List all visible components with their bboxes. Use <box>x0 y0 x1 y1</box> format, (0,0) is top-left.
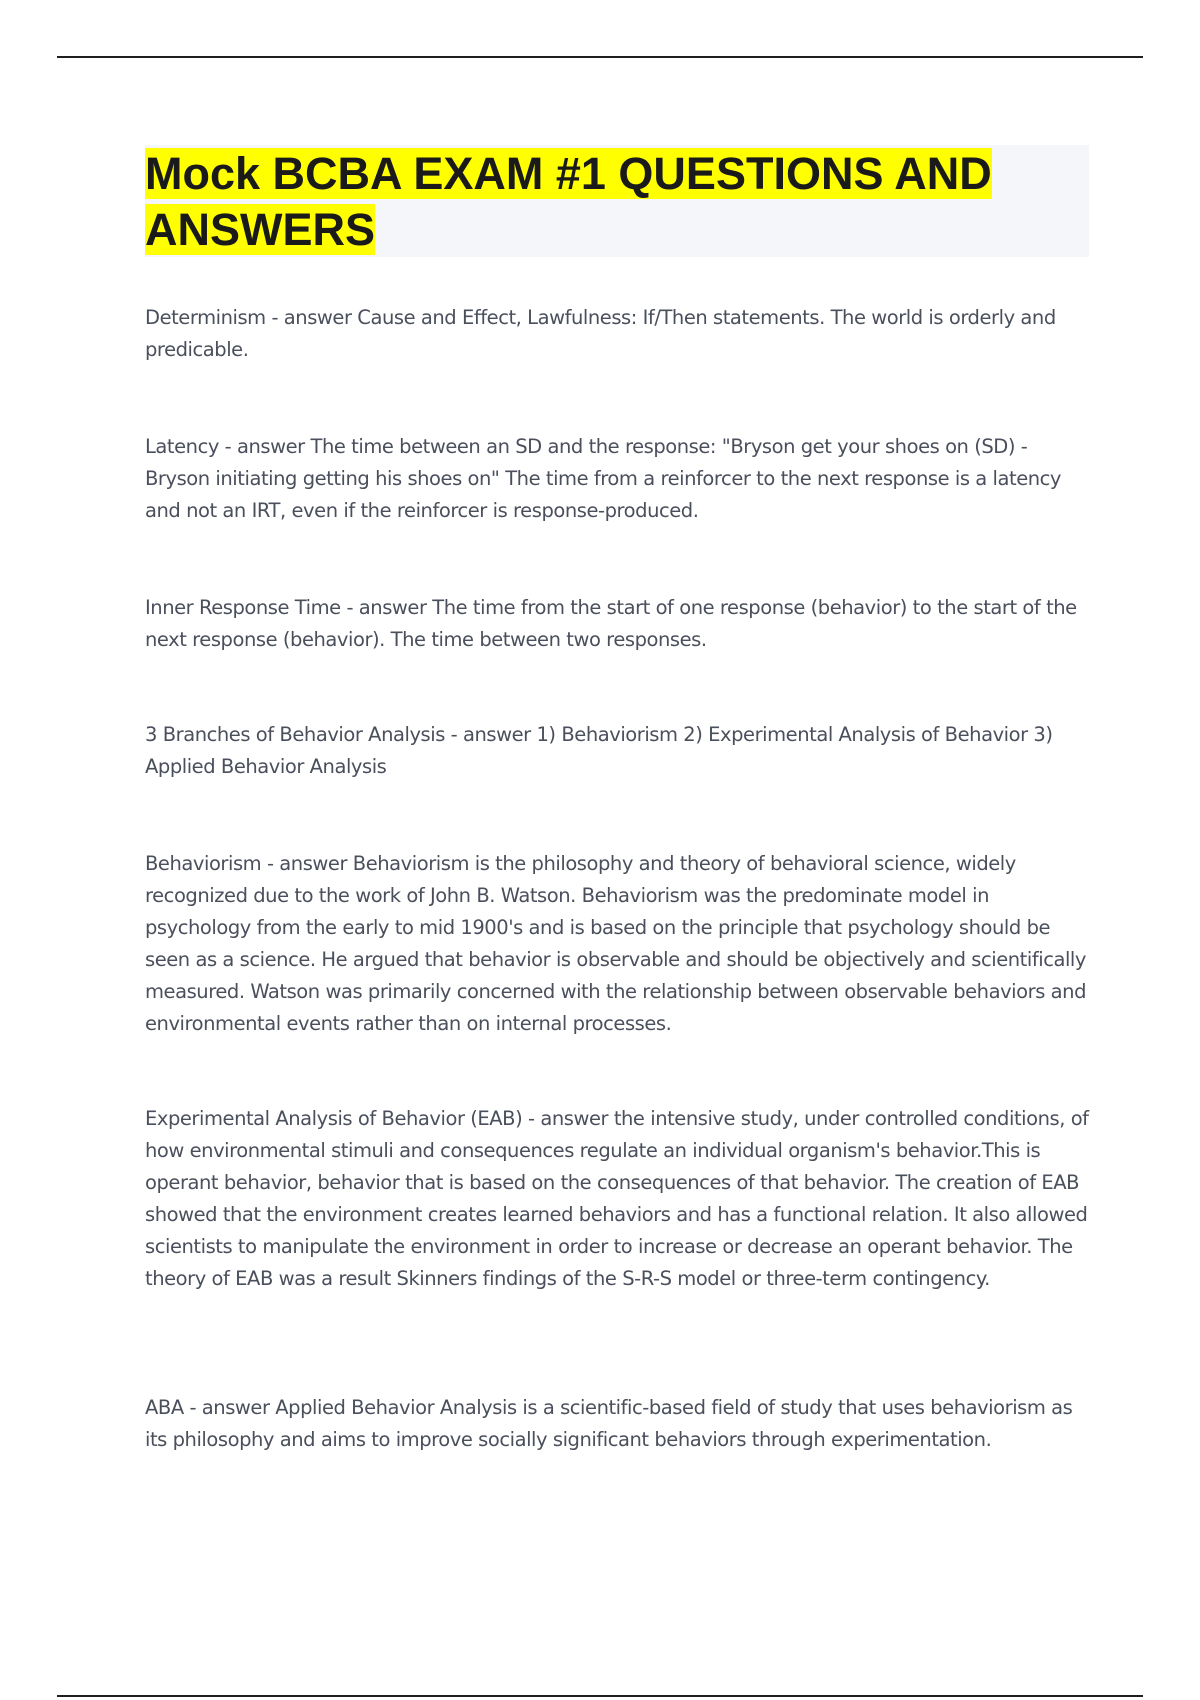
page-title-text: Mock BCBA EXAM #1 QUESTIONS AND ANSWERS <box>145 148 992 255</box>
qa-entry-aba: ABA - answer Applied Behavior Analysis is a scientific-based field of study that uses behaviorism as its philosophy and aims to improve socially significant behaviors through experimentation. <box>145 1396 1073 1451</box>
qa-entry-branches: 3 Branches of Behavior Analysis - answer 1) Behaviorism 2) Experimental Analysis of Behavior 3) Applied Behavior Analysis <box>145 723 1053 778</box>
page-title <box>145 146 1089 258</box>
qa-entry-behaviorism: Behaviorism - answer Behaviorism is the philosophy and theory of behavioral science, widely recognized due to the work of John B. Watson. Behaviorism was the predominate model in psychology from the early to mid 1900's and is based on the principle that psychology should be seen as a science. He argued that behavior is observable and should be objectively and scientifically measured. Watson was primarily concerned with the relationship between observable behaviors and environmental events rather than on internal processes. <box>145 852 1086 1035</box>
qa-entry-determinism: Determinism - answer Cause and Effect, Lawfulness: If/Then statements. The world is orderly and predicable. <box>145 306 1056 361</box>
qa-entry-inner-response-time: Inner Response Time - answer The time from the start of one response (behavior) to the start of the next response (behavior). The time between two responses. <box>145 596 1077 651</box>
bottom-divider <box>57 1695 1143 1697</box>
qa-entry-latency: Latency - answer The time between an SD and the response: "Bryson get your shoes on (SD) - Bryson initiating getting his shoes on" The time from a reinforcer to the next response is a latency and not an IRT, even if the reinforcer is response-produced. <box>145 435 1062 522</box>
qa-entry-eab: Experimental Analysis of Behavior (EAB) - answer the intensive study, under controlled conditions, of how environmental stimuli and consequences regulate an individual organism's behavior.This is operant behavior, behavior that is based on the consequences of that behavior. The creation of EAB showed that the environment creates learned behaviors and has a functional relation. It also allowed scientists to manipulate the environment in order to increase or decrease an operant behavior. The theory of EAB was a result Skinners findings of the S-R-S model or three-term contingency. <box>145 1107 1089 1290</box>
top-divider <box>57 56 1143 58</box>
